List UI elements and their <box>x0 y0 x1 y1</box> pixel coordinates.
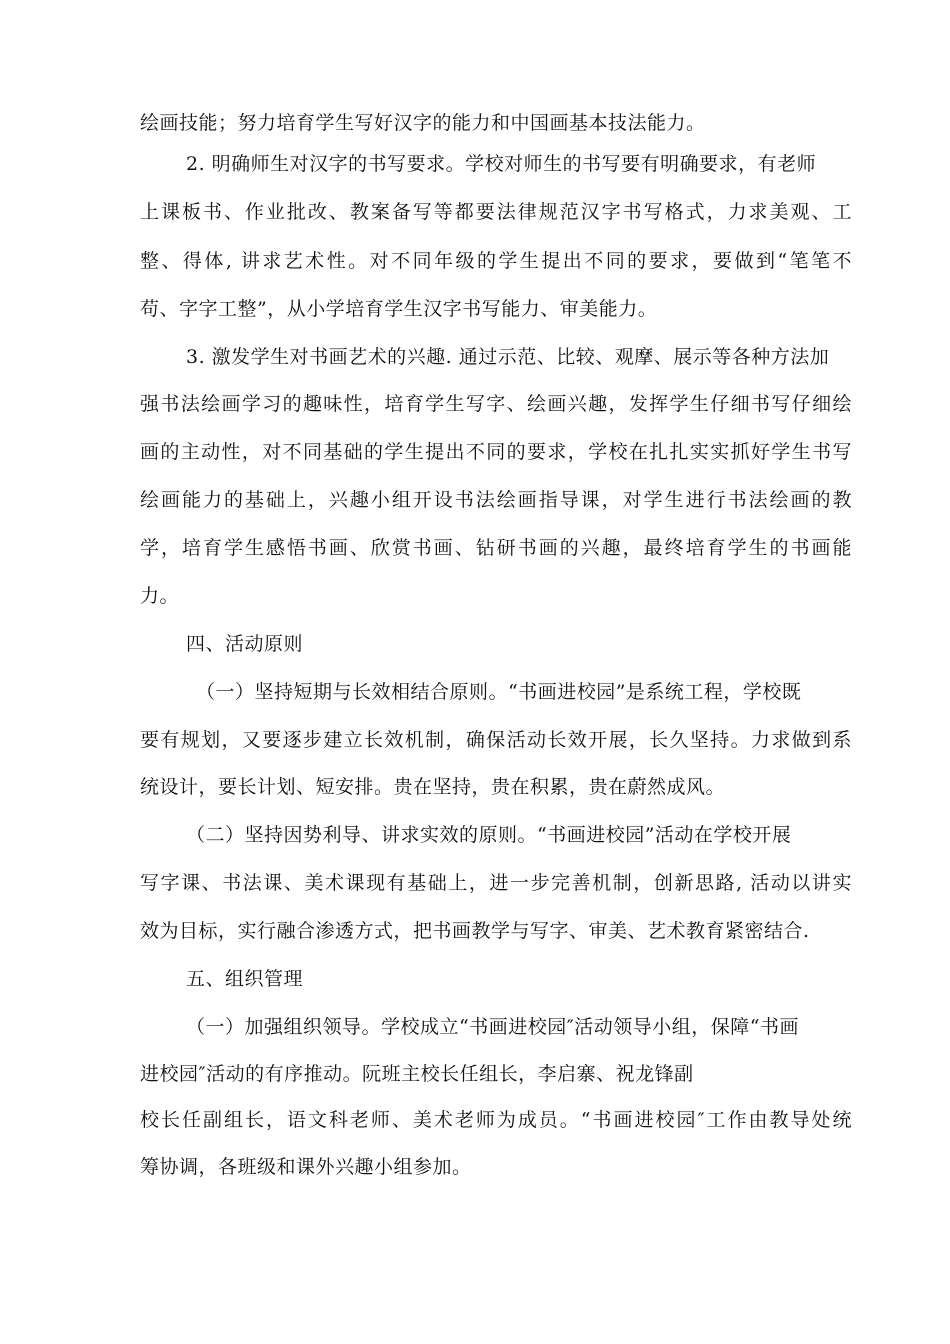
text-line: （二）坚持因势利导、讲求实效的原则。“书画进校园”活动在学校开展 <box>186 824 792 846</box>
text-line: 学，培育学生感悟书画、欣赏书画、钻研书画的兴趣，最终培育学生的书画能 <box>140 537 852 559</box>
text-line: 强书法绘画学习的趣味性，培育学生写字、绘画兴趣，发挥学生仔细书写仔细绘 <box>140 393 852 415</box>
text-line: 苟、字字工整”，从小学培育学生汉字书写能力、审美能力。 <box>140 298 658 320</box>
section-heading: 五、组织管理 <box>186 968 304 990</box>
text-line: 统设计，要长计划、短安排。贵在坚持，贵在积累，贵在蔚然成风。 <box>140 776 726 798</box>
text-line: 写字课、书法课、美术课现有基础上，进一步完善机制，创新思路, 活动以讲实 <box>140 872 852 894</box>
text-line: 画的主动性，对不同基础的学生提出不同的要求，学校在扎扎实实抓好学生书写 <box>140 441 852 463</box>
text-line: 筹协调，各班级和课外兴趣小组参加。 <box>140 1156 472 1178</box>
text-line: （一）加强组织领导。学校成立“书画进校园″活动领导小组，保障“书画 <box>186 1016 800 1038</box>
text-line: 效为目标，实行融合渗透方式，把书画教学与写字、审美、艺术教育紧密结合. <box>140 920 810 942</box>
text-line: 2. 明确师生对汉字的书写要求。学校对师生的书写要有明确要求，有老师 <box>186 153 817 175</box>
text-line: 进校园″活动的有序推动。阮班主校长任组长，李启寨、祝龙锋副 <box>140 1063 694 1085</box>
text-line: 上课板书、作业批改、教案备写等都要法律规范汉字书写格式，力求美观、工 <box>140 201 852 223</box>
text-line: 3. 激发学生对书画艺术的兴趣. 通过示范、比较、观摩、展示等各种方法加 <box>186 346 830 368</box>
text-line: 校长任副组长，语文科老师、美术老师为成员。“书画进校园″工作由教导处统 <box>140 1109 852 1131</box>
text-line: 要有规划，又要逐步建立长效机制，确保活动长效开展，长久坚持。力求做到系 <box>140 729 852 751</box>
section-heading: 四、活动原则 <box>186 633 304 655</box>
text-line: 力。 <box>140 585 180 607</box>
text-line: （一）坚持短期与长效相结合原则。“书画进校园”是系统工程，学校既 <box>196 681 802 703</box>
text-line: 绘画能力的基础上，兴趣小组开设书法绘画指导课，对学生进行书法绘画的教 <box>140 489 852 511</box>
text-line: 整、得体, 讲求艺术性。对不同年级的学生提出不同的要求，要做到“笔笔不 <box>140 250 852 272</box>
text-line: 绘画技能；努力培育学生写好汉字的能力和中国画基本技法能力。 <box>140 112 706 134</box>
